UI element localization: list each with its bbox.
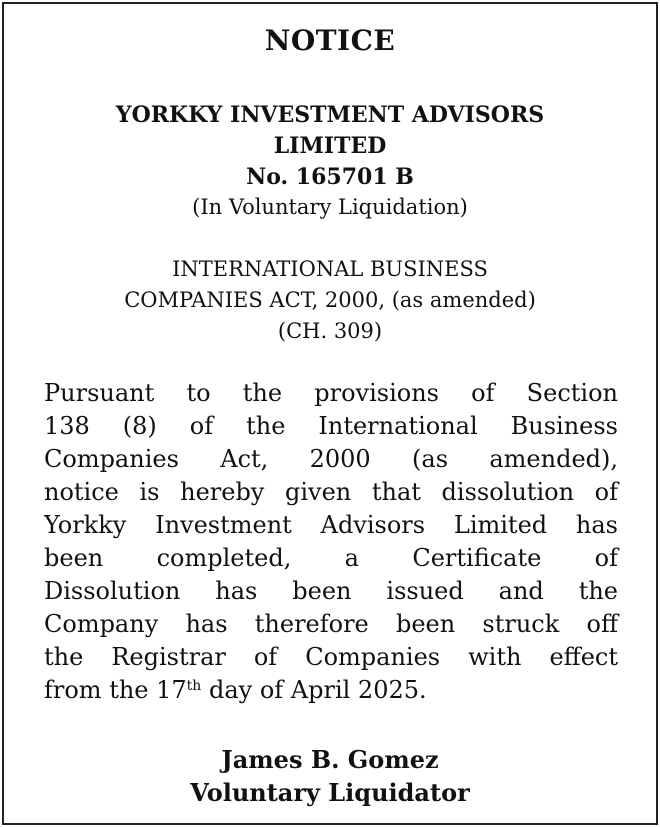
act-chapter: (CH. 309) (277, 319, 383, 343)
notice-frame (2, 2, 658, 825)
company-name-line-1: YORKKY INVESTMENT ADVISORS (115, 102, 545, 128)
company-name (4, 100, 656, 193)
act-reference (4, 254, 656, 347)
signature-block (4, 743, 656, 809)
body-line: been completed, a Certificate of (44, 544, 618, 572)
body-last-post: day of April 2025. (201, 676, 427, 704)
ordinal-suffix: th (186, 678, 202, 694)
body-last-line (44, 674, 618, 707)
notice-body (44, 377, 618, 707)
signatory-title: Voluntary Liquidator (190, 778, 470, 807)
company-name-line-2: LIMITED (273, 133, 387, 159)
body-line: Yorkky Investment Advisors Limited has (44, 511, 618, 539)
company-number: No. 165701 B (246, 164, 414, 190)
body-line: Companies Act, 2000 (as amended), (44, 445, 618, 473)
body-line: Company has therefore been struck off (44, 610, 618, 638)
signatory-name: James B. Gomez (221, 745, 439, 774)
body-line: Dissolution has been issued and the (44, 577, 618, 605)
liquidation-status: (In Voluntary Liquidation) (192, 195, 468, 219)
body-line: 138 (8) of the International Business (44, 412, 618, 440)
body-line: the Registrar of Companies with effect (44, 643, 618, 671)
notice-title: NOTICE (264, 24, 396, 57)
body-last-pre: from the 17 (44, 676, 187, 704)
act-line-2: COMPANIES ACT, 2000, (as amended) (124, 288, 536, 312)
body-line: Pursuant to the provisions of Section (44, 379, 618, 407)
body-line: notice is hereby given that dissolution of (44, 478, 618, 506)
act-line-1: INTERNATIONAL BUSINESS (172, 257, 488, 281)
